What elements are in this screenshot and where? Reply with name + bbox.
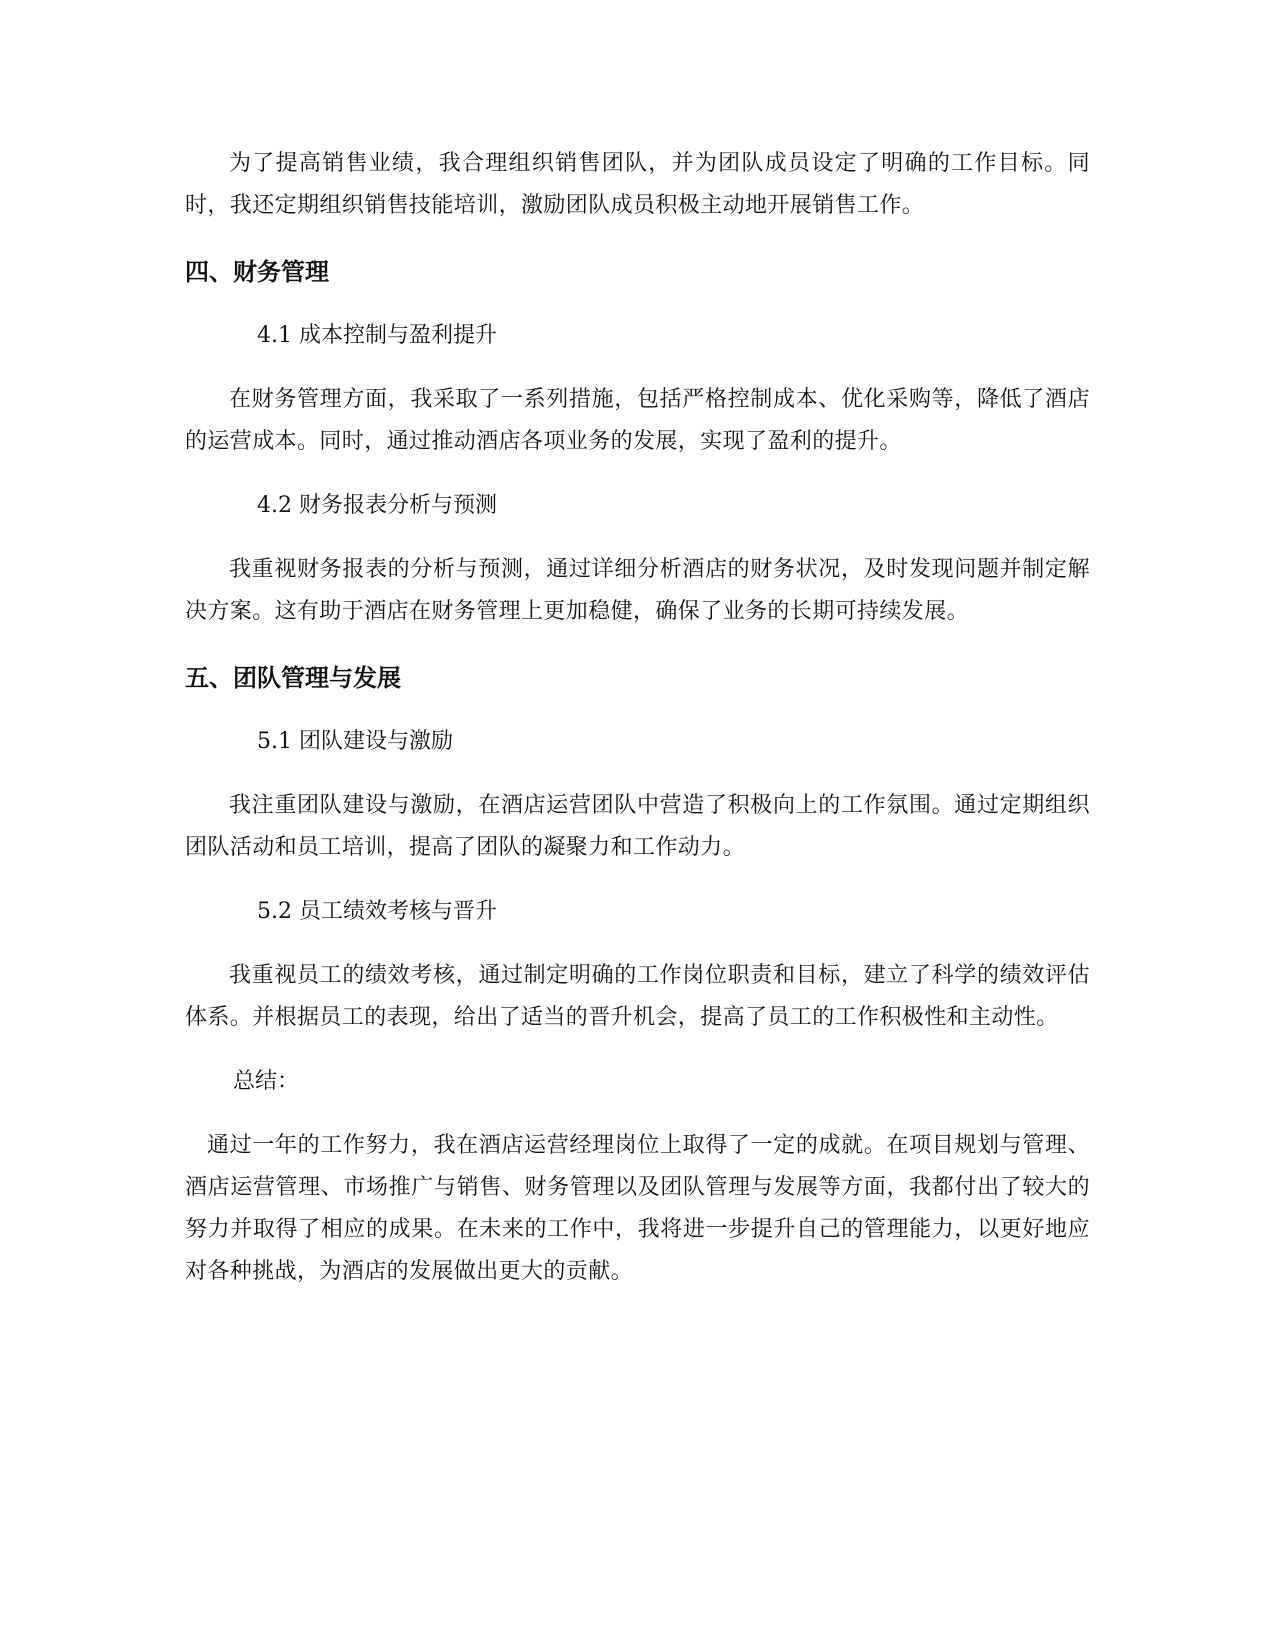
section-5-1-body: 我注重团队建设与激励，在酒店运营团队中营造了积极向上的工作氛围。通过定期组织团队活动和员工培训，提高了团队的凝聚力和工作动力。 bbox=[185, 793, 1090, 860]
section-5-2-body: 我重视员工的绩效考核，通过制定明确的工作岗位职责和目标，建立了科学的绩效评估体系。并根据员工的表现，给出了适当的晋升机会，提高了员工的工作积极性和主动性。 bbox=[185, 963, 1090, 1030]
summary-label: 总结： bbox=[233, 1069, 300, 1094]
section-4-1-body: 在财务管理方面，我采取了一系列措施，包括严格控制成本、优化采购等，降低了酒店的运营成本。同时，通过推动酒店各项业务的发展，实现了盈利的提升。 bbox=[185, 387, 1090, 454]
section-4-2-body: 我重视财务报表的分析与预测，通过详细分析酒店的财务状况，及时发现问题并制定解决方案。这有助于酒店在财务管理上更加稳健，确保了业务的长期可持续发展。 bbox=[185, 557, 1090, 624]
document-content bbox=[185, 143, 1090, 1293]
section-5-heading: 五、团队管理与发展 bbox=[185, 664, 401, 692]
section-4-2-title: 4.2 财务报表分析与预测 bbox=[257, 493, 497, 518]
summary-body: 通过一年的工作努力，我在酒店运营经理岗位上取得了一定的成就。在项目规划与管理、酒店运营管理、市场推广与销售、财务管理以及团队管理与发展等方面，我都付出了较大的努力并取得了相应的成果。在未来的工作中，我将进一步提升自己的管理能力，以更好地应对各种挑战，为酒店的发展做出更大的贡献。 bbox=[185, 1133, 1090, 1284]
section-5-1-title: 5.1 团队建设与激励 bbox=[257, 729, 453, 754]
intro-paragraph: 为了提高销售业绩，我合理组织销售团队，并为团队成员设定了明确的工作目标。同时，我还定期组织销售技能培训，激励团队成员积极主动地开展销售工作。 bbox=[185, 151, 1090, 218]
section-4-1-title: 4.1 成本控制与盈利提升 bbox=[257, 323, 497, 348]
section-4-heading: 四、财务管理 bbox=[185, 258, 329, 286]
section-5-2-title: 5.2 员工绩效考核与晋升 bbox=[257, 899, 497, 924]
